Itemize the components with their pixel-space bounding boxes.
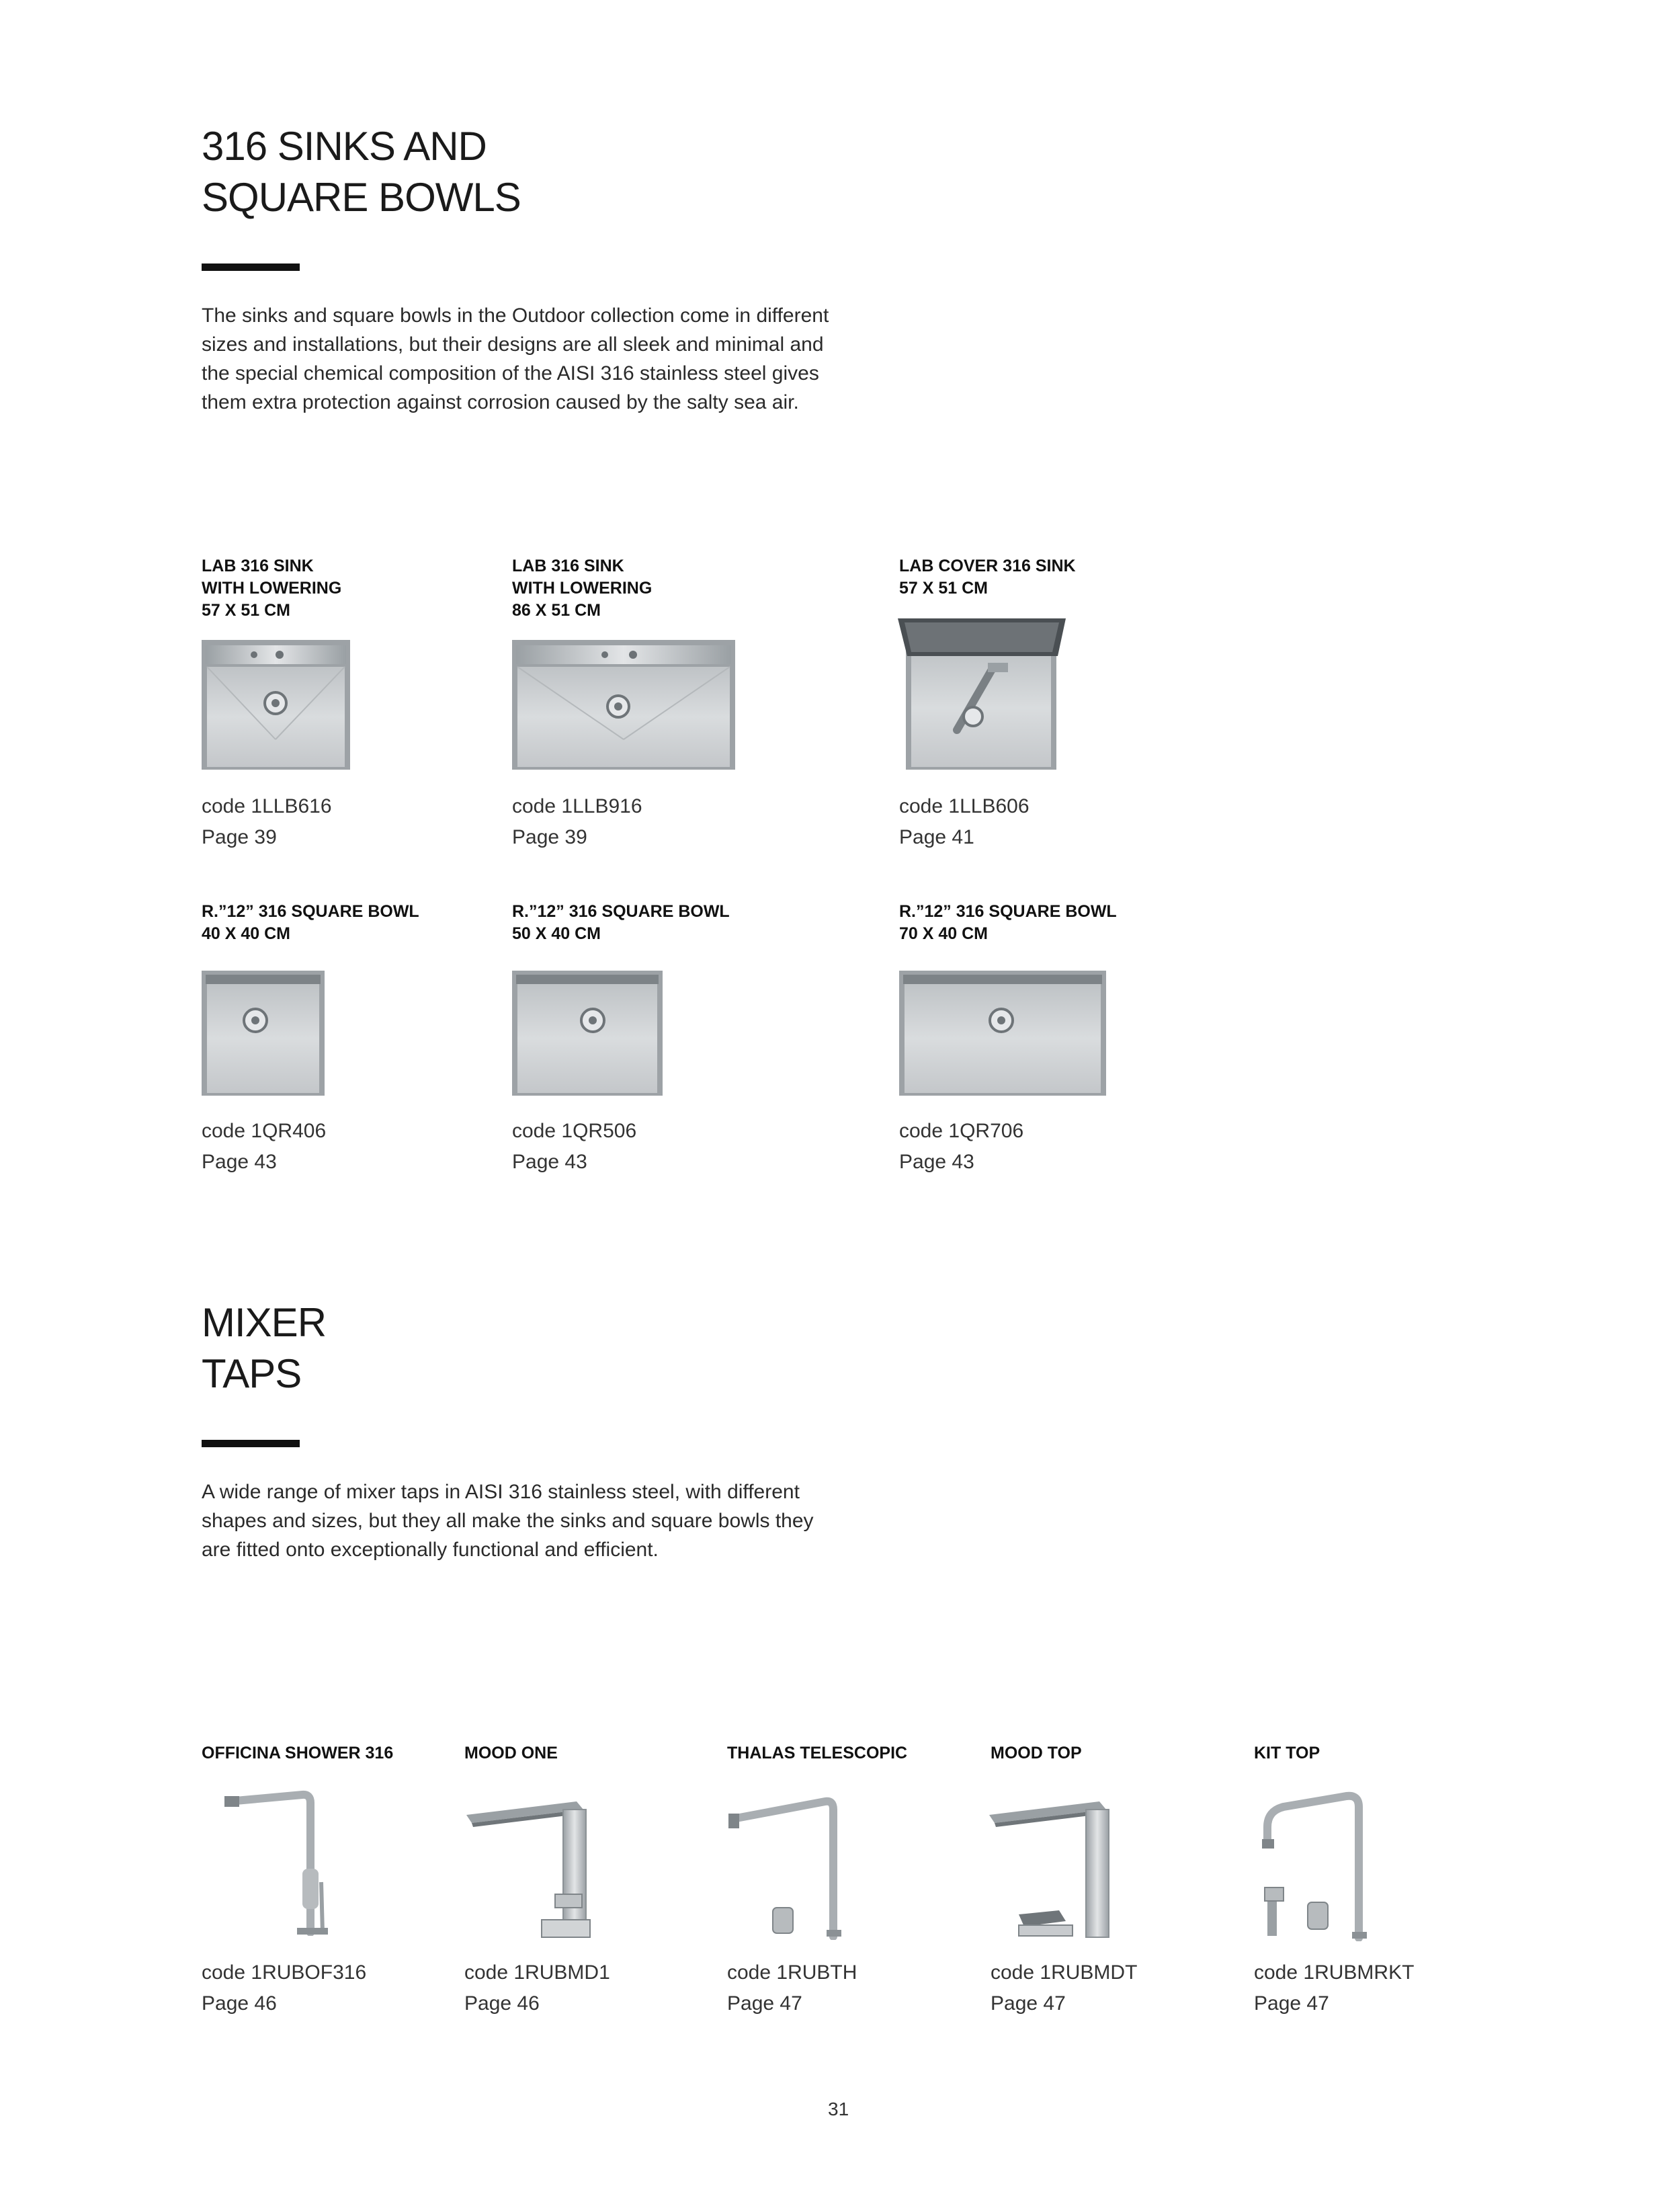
label-line: THALAS TELESCOPIC (727, 1744, 908, 1762)
label-line: R.”12” 316 SQUARE BOWL (202, 902, 419, 921)
sinks-section-title (202, 121, 521, 223)
product-code: code 1RUBMD1 (464, 1961, 610, 1984)
product-code: code 1LLB916 (512, 795, 642, 817)
product-meta (512, 791, 642, 853)
product-code: code 1RUBTH (727, 1961, 857, 1984)
product-meta (202, 1116, 326, 1178)
label-line: LAB 316 SINK (512, 557, 624, 575)
sinks-title-line-1: 316 SINKS AND (202, 124, 487, 169)
product-page-link[interactable]: Page 43 (512, 1151, 587, 1173)
taps-section-title (202, 1297, 326, 1399)
product-meta (202, 791, 332, 853)
product-label (512, 555, 652, 622)
label-line: WITH LOWERING (202, 579, 342, 598)
product-page-link[interactable]: Page 46 (202, 1992, 277, 2015)
bowl-image-50x40 (511, 969, 664, 1097)
product-code: code 1QR406 (202, 1120, 327, 1142)
tap-image-officina-shower (222, 1781, 343, 1936)
product-label (727, 1742, 907, 1764)
label-line: LAB COVER 316 SINK (899, 557, 1076, 575)
product-code: code 1RUBMDT (991, 1961, 1138, 1984)
label-line: MOOD ONE (464, 1744, 558, 1762)
sinks-intro (202, 301, 829, 417)
label-line: R.”12” 316 SQUARE BOWL (899, 902, 1117, 921)
taps-title-rule (202, 1440, 300, 1447)
label-line: 70 X 40 CM (899, 924, 989, 943)
label-line: R.”12” 316 SQUARE BOWL (512, 902, 730, 921)
sinks-intro-line-2: sizes and installations, but their designs are all sleek and minimal and (202, 333, 824, 356)
page-number: 31 (828, 2099, 849, 2119)
product-label (202, 555, 341, 622)
sink-image-lab-86 (511, 639, 737, 771)
label-line: 50 X 40 CM (512, 924, 601, 943)
product-meta (991, 1957, 1137, 2019)
product-meta (512, 1116, 636, 1178)
taps-title-line-1: MIXER (202, 1300, 327, 1345)
taps-intro-line-2: shapes and sizes, but they all make the sinks and square bowls they (202, 1510, 814, 1532)
product-page-link[interactable]: Page 43 (899, 1151, 974, 1173)
tap-image-mood-top (985, 1800, 1140, 1941)
product-label (899, 555, 1076, 600)
product-meta (899, 791, 1030, 853)
sinks-title-line-2: SQUARE BOWLS (202, 175, 521, 220)
taps-intro-line-3: are fitted onto exceptionally functional and efficient. (202, 1539, 659, 1561)
product-label (202, 1742, 393, 1764)
label-line: 57 X 51 CM (899, 579, 989, 598)
product-page-link[interactable]: Page 47 (1254, 1992, 1329, 2015)
product-page-link[interactable]: Page 39 (202, 826, 277, 848)
product-meta (899, 1116, 1023, 1178)
label-line: WITH LOWERING (512, 579, 653, 598)
product-label (1254, 1742, 1320, 1764)
product-meta (1254, 1957, 1414, 2019)
taps-title-line-2: TAPS (202, 1351, 302, 1396)
product-page-link[interactable]: Page 41 (899, 826, 974, 848)
label-line: 40 X 40 CM (202, 924, 291, 943)
sinks-intro-line-4: them extra protection against corrosion caused by the salty sea air. (202, 391, 799, 413)
tap-image-kit-top (1253, 1787, 1374, 1941)
sink-image-lab-57 (200, 639, 351, 771)
product-page-link[interactable]: Page 47 (991, 1992, 1066, 2015)
sinks-title-rule (202, 263, 300, 271)
product-label (464, 1742, 558, 1764)
product-code: code 1LLB606 (899, 795, 1030, 817)
tap-image-thalas-telescopic (726, 1792, 847, 1940)
taps-intro-line-1: A wide range of mixer taps in AISI 316 stainless steel, with different (202, 1481, 800, 1503)
product-code: code 1QR506 (512, 1120, 637, 1142)
product-code: code 1LLB616 (202, 795, 332, 817)
label-line: KIT TOP (1254, 1744, 1320, 1762)
sink-image-lab-cover (898, 616, 1066, 771)
label-line: LAB 316 SINK (202, 557, 314, 575)
product-code: code 1RUBOF316 (202, 1961, 367, 1984)
product-label (991, 1742, 1082, 1764)
product-page-link[interactable]: Page 47 (727, 1992, 802, 2015)
label-line: OFFICINA SHOWER 316 (202, 1744, 394, 1762)
taps-intro (202, 1477, 814, 1564)
product-page-link[interactable]: Page 43 (202, 1151, 277, 1173)
product-label (202, 901, 419, 945)
label-line: MOOD TOP (991, 1744, 1082, 1762)
product-code: code 1QR706 (899, 1120, 1024, 1142)
product-page-link[interactable]: Page 46 (464, 1992, 540, 2015)
sinks-intro-line-1: The sinks and square bowls in the Outdoor collection come in different (202, 305, 829, 327)
product-label (899, 901, 1117, 945)
bowl-image-40x40 (200, 969, 326, 1097)
product-meta (464, 1957, 610, 2019)
product-meta (727, 1957, 857, 2019)
product-page-link[interactable]: Page 39 (512, 826, 587, 848)
product-label (512, 901, 730, 945)
tap-image-mood-one (462, 1800, 617, 1941)
label-line: 86 X 51 CM (512, 601, 601, 620)
label-line: 57 X 51 CM (202, 601, 291, 620)
sinks-intro-line-3: the special chemical composition of the AISI 316 stainless steel gives (202, 362, 819, 384)
product-meta (202, 1957, 366, 2019)
product-code: code 1RUBMRKT (1254, 1961, 1415, 1984)
bowl-image-70x40 (898, 969, 1107, 1097)
